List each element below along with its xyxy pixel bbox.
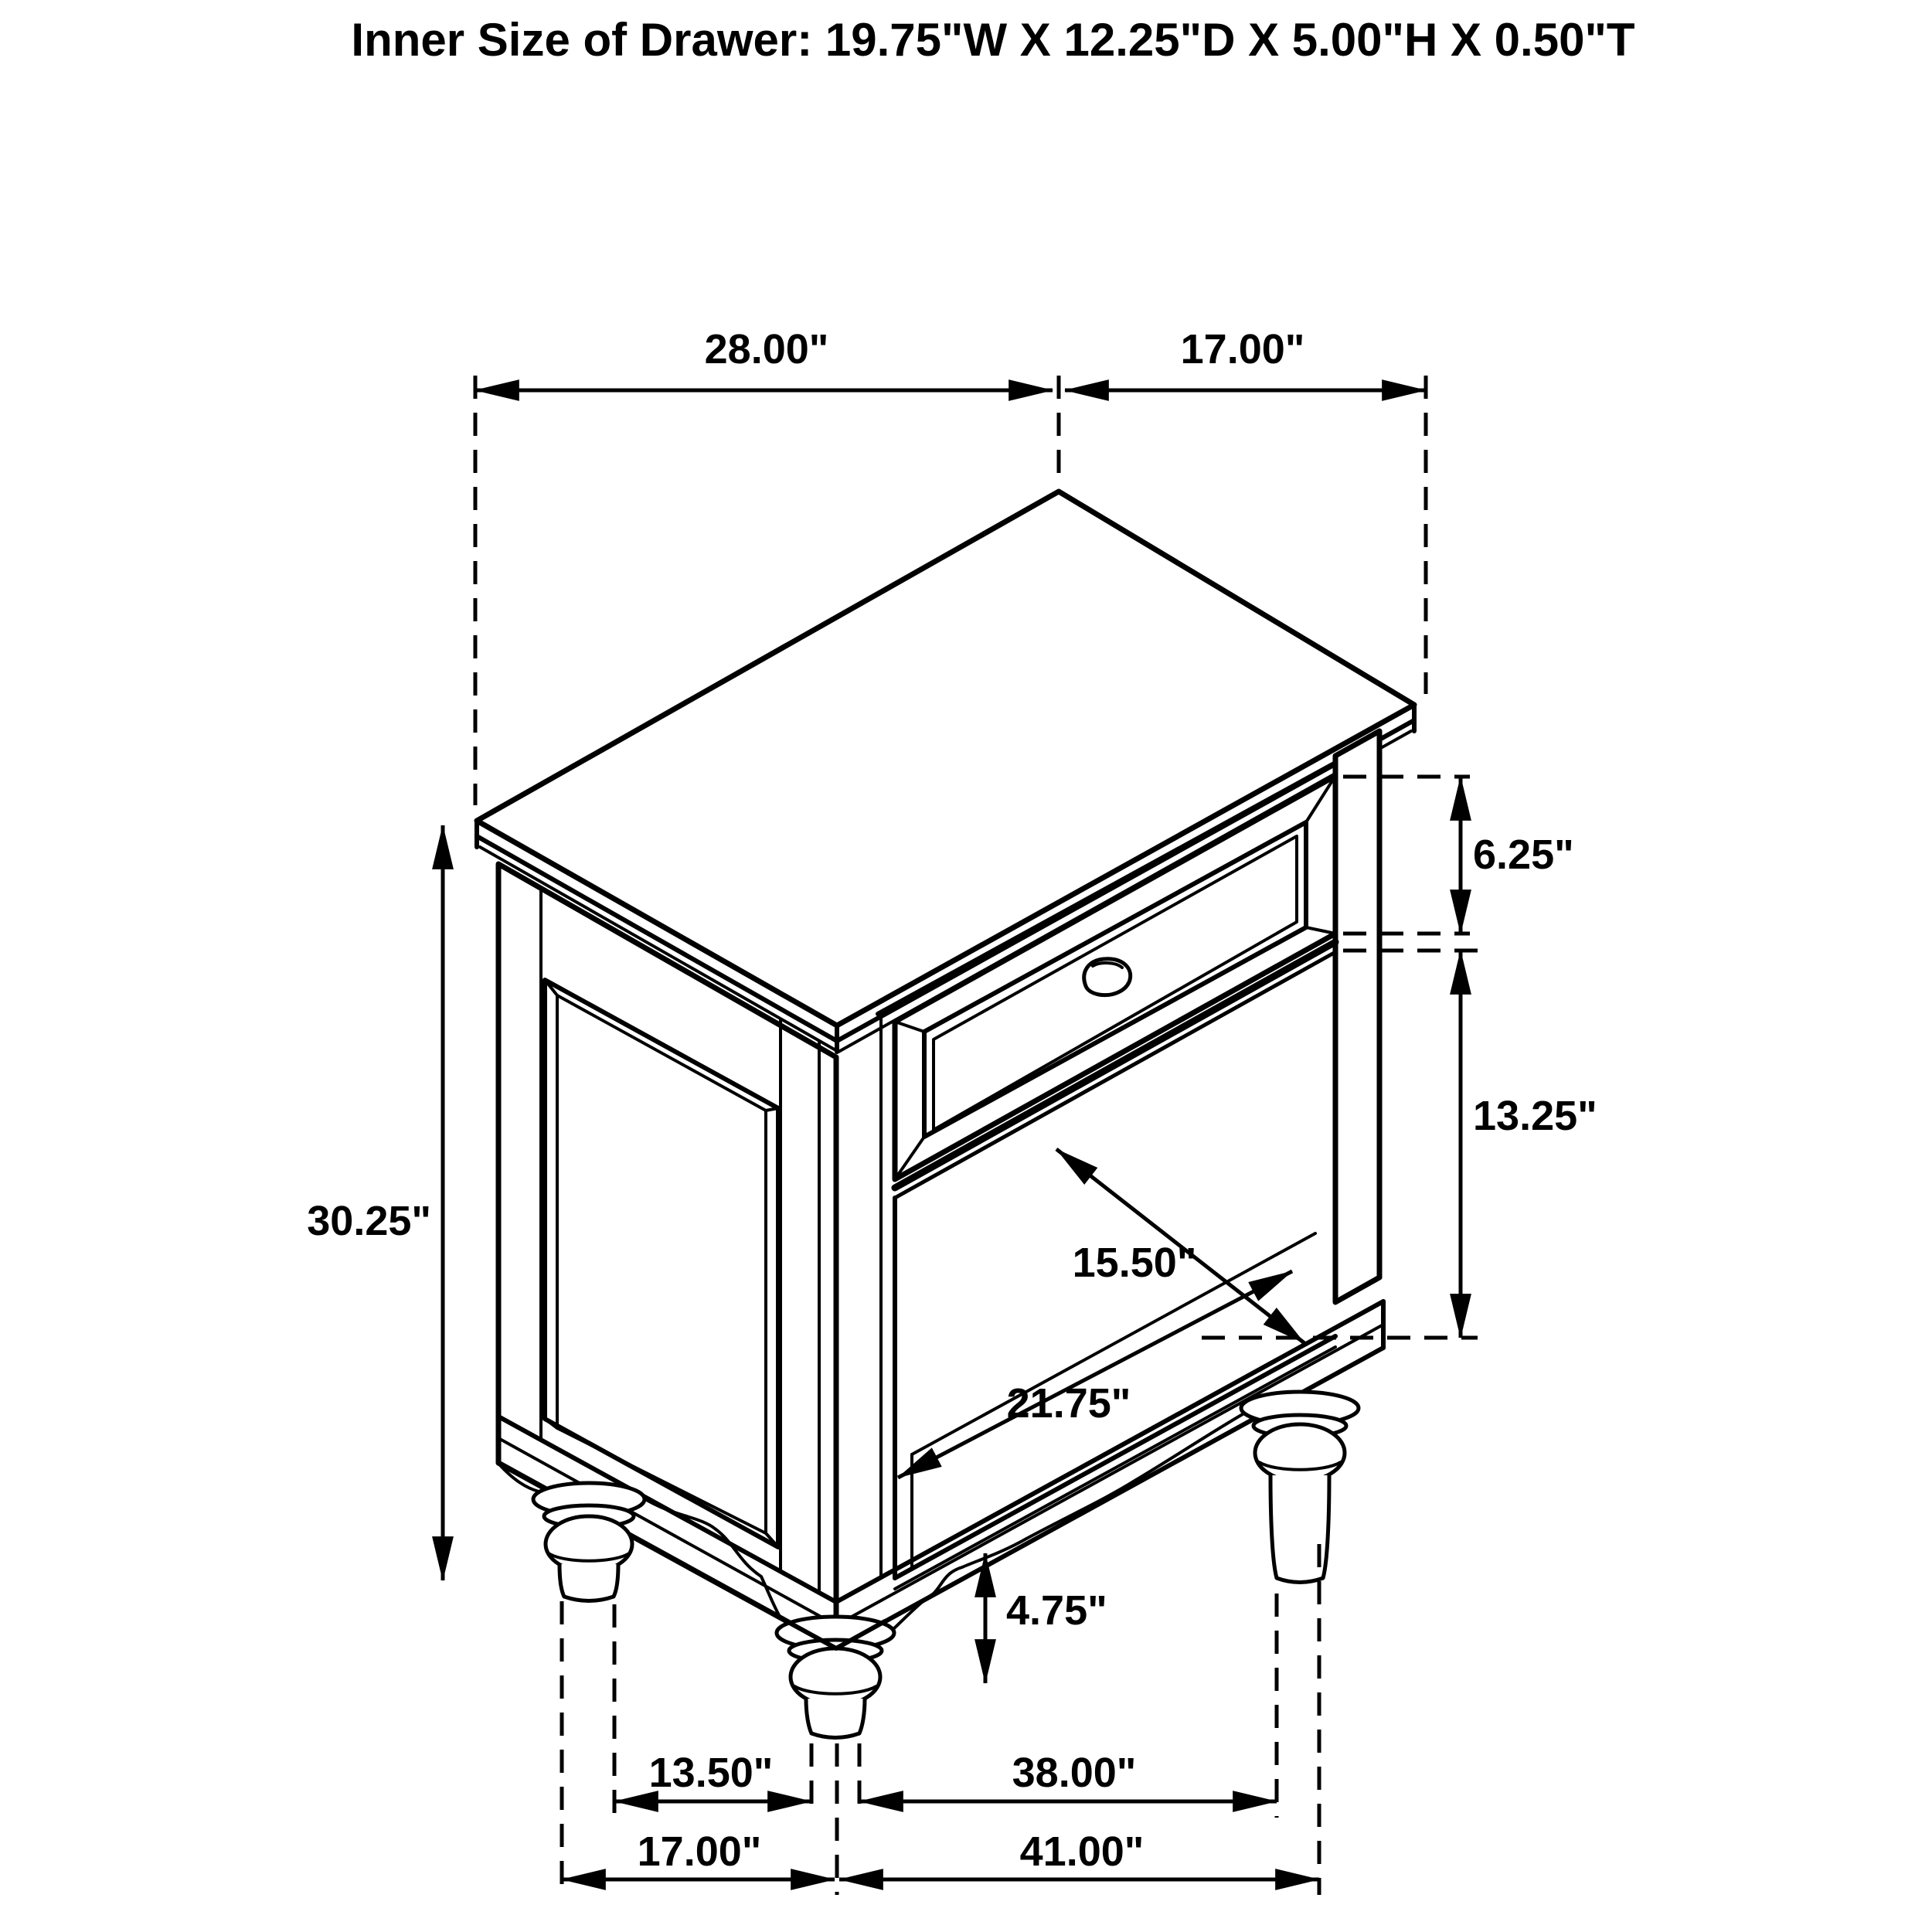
dim-leg-span-side — [614, 1750, 811, 1801]
dim-label-base-depth: 17.00" — [637, 1828, 762, 1875]
turned-leg-right — [1241, 1392, 1359, 1583]
dim-shelf-width — [898, 1271, 1292, 1478]
nightstand-drawing — [477, 492, 1414, 1738]
turned-leg-left — [533, 1483, 645, 1601]
dim-label-top-depth: 17.00" — [1180, 326, 1305, 372]
dim-opening-height — [1461, 951, 1597, 1338]
dim-base-depth — [562, 1828, 835, 1879]
dim-overall-height — [307, 825, 443, 1580]
page-title: Inner Size of Drawer: 19.75"W X 12.25"D X 5.00"H X 0.50"T — [351, 14, 1635, 66]
dim-label-drawer-front-height: 6.25" — [1473, 832, 1574, 878]
dim-label-top-width: 28.00" — [704, 326, 829, 372]
dim-label-leg-span-front: 38.00" — [1012, 1750, 1137, 1796]
dim-label-apron-height: 4.75" — [1006, 1587, 1107, 1634]
rear-stile — [1335, 731, 1379, 1302]
dim-drawer-front-height — [1461, 777, 1574, 934]
dim-top-width — [475, 326, 1053, 390]
dim-label-overall-height: 30.25" — [307, 1198, 431, 1244]
drawer-knob — [1084, 959, 1131, 995]
dim-label-shelf-width: 21.75" — [1006, 1380, 1131, 1427]
dim-top-depth — [1065, 326, 1426, 390]
dim-label-opening-height: 13.25" — [1473, 1093, 1597, 1139]
dim-apron-height — [985, 1553, 1107, 1683]
dim-label-leg-span-side: 13.50" — [648, 1750, 774, 1796]
turned-leg-front — [777, 1617, 894, 1738]
dim-base-width — [839, 1828, 1319, 1879]
dim-leg-span-front — [859, 1750, 1277, 1801]
dim-label-base-width: 41.00" — [1019, 1828, 1145, 1875]
dim-label-shelf-depth: 15.50" — [1072, 1240, 1197, 1286]
dim-shelf-depth — [1056, 1149, 1304, 1343]
